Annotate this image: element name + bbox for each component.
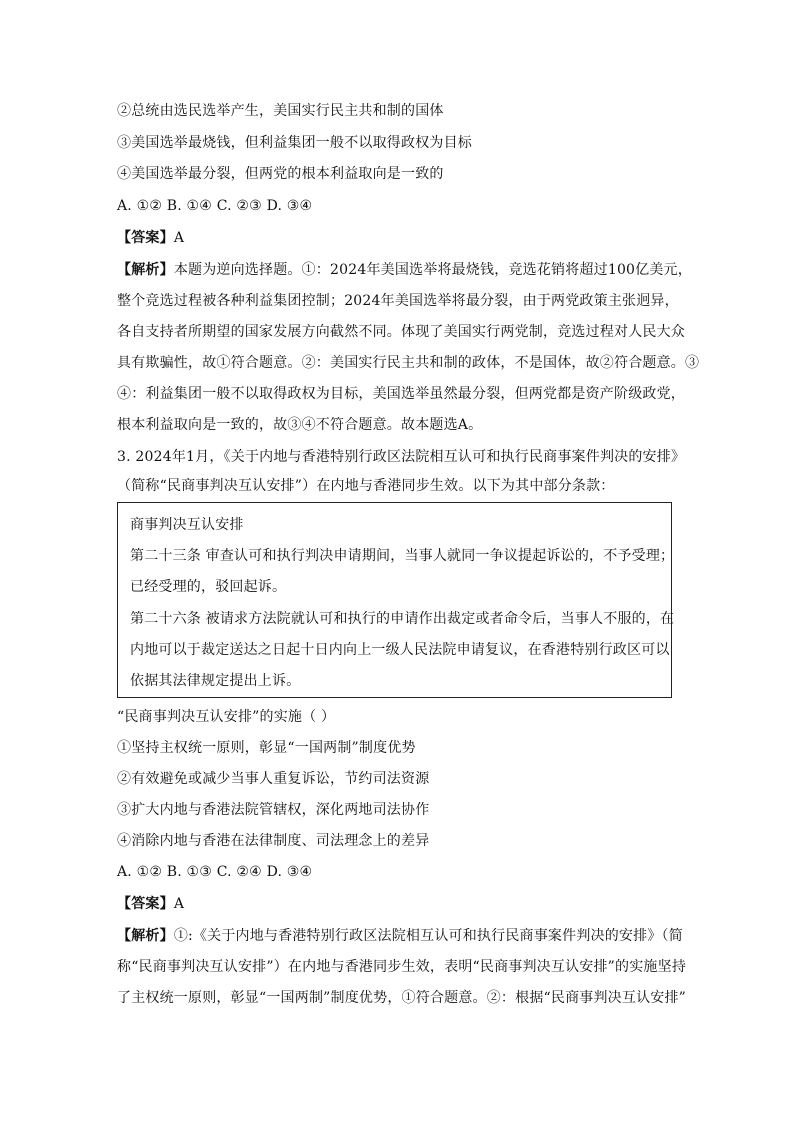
analysis-text: ①:《关于内地与香港特别行政区法院相互认可和执行民商事案件判决的安排》（简 [173,928,683,944]
box-line: 依据其法律规定提出上诉。 [130,673,301,689]
analysis-label: 【解析】 [117,262,174,278]
answer-value: A [173,230,185,246]
q2-analysis-line: 具有欺骗性，故①符合题意。②：美国实行民主共和制的政体，不是国体，故②符合题意。③ [117,355,700,371]
q2-analysis-line [117,260,692,280]
q3-material-box [117,502,675,698]
box-line: 第二十三条 审查认可和执行判决申请期间，当事人就同一争议提起诉讼的，不予受理； [130,548,675,564]
box-line: 第二十六条 被请求方法院就认可和执行的申请作出裁定或者命令后，当事人不服的，在 [130,611,675,627]
q2-analysis-line: 整个竞选过程被各种利益集团控制；2024年美国选举将最分裂，由于两党政策主张迥异， [117,293,679,309]
q3-option-2: ②有效避免或减少当事人重复诉讼，节约司法资源 [117,771,430,787]
analysis-label: 【解析】 [117,928,174,944]
q3-answer [117,894,184,914]
q3-stem-line: （简称“民商事判决互认安排”）在内地与香港同步生效。以下为其中部分条款： [117,478,615,494]
q3-analysis-line: 了主权统一原则，彰显“一国两制”制度优势，①符合题意。②：根据“民商事判决互认安排” [117,990,687,1006]
q3-option-1: ①坚持主权统一原则，彰显“一国两制”制度优势 [117,740,416,756]
q3-stem-line: 3. 2024年1月，《关于内地与香港特别行政区法院相互认可和执行民商事案件判决的安排》 [117,449,686,465]
q2-option-2: ②总统由选民选举产生，美国实行民主共和制的国体 [117,103,444,119]
box-line: 内地可以于裁定送达之日起十日内向上一级人民法院申请复议，在香港特别行政区可以 [130,642,670,658]
q2-analysis-line: 根本利益取向是一致的，故③④不符合题意。故本题选A。 [117,417,483,433]
q2-analysis-line: 各自支持者所期望的国家发展方向截然不同。体现了美国实行两党制，竞选过程对人民大众 [117,324,685,340]
q2-answer [117,228,184,248]
q2-choices: A. ①② B. ①④ C. ②③ D. ③④ [117,198,313,214]
answer-label: 【答案】 [117,896,174,912]
q3-option-4: ④消除内地与香港在法律制度、司法理念上的差异 [117,833,430,849]
answer-value: A [173,896,185,912]
q2-option-3: ③美国选举最烧钱，但利益集团一般不以取得政权为目标 [117,135,472,151]
answer-label: 【答案】 [117,230,174,246]
q3-analysis-line [117,926,683,946]
q3-question: “民商事判决互认安排”的实施（ ） [117,709,336,725]
q3-option-3: ③扩大内地与香港法院管辖权，深化两地司法协作 [117,802,430,818]
q2-option-4: ④美国选举最分裂，但两党的根本利益取向是一致的 [117,166,444,182]
analysis-text: 本题为逆向选择题。①：2024年美国选举将最烧钱，竞选花销将超过100亿美元， [173,262,692,278]
q3-choices: A. ①② B. ①③ C. ②④ D. ③④ [117,864,313,880]
q2-analysis-line: ④：利益集团一般不以取得政权为目标，美国选举虽然最分裂，但两党都是资产阶级政党， [117,386,685,402]
q3-analysis-line: 称“民商事判决互认安排”）在内地与香港同步生效，表明“民商事判决互认安排”的实施坚持 [117,959,687,975]
box-title: 商事判决互认安排 [130,517,244,533]
box-line: 已经受理的，驳回起诉。 [130,579,287,595]
